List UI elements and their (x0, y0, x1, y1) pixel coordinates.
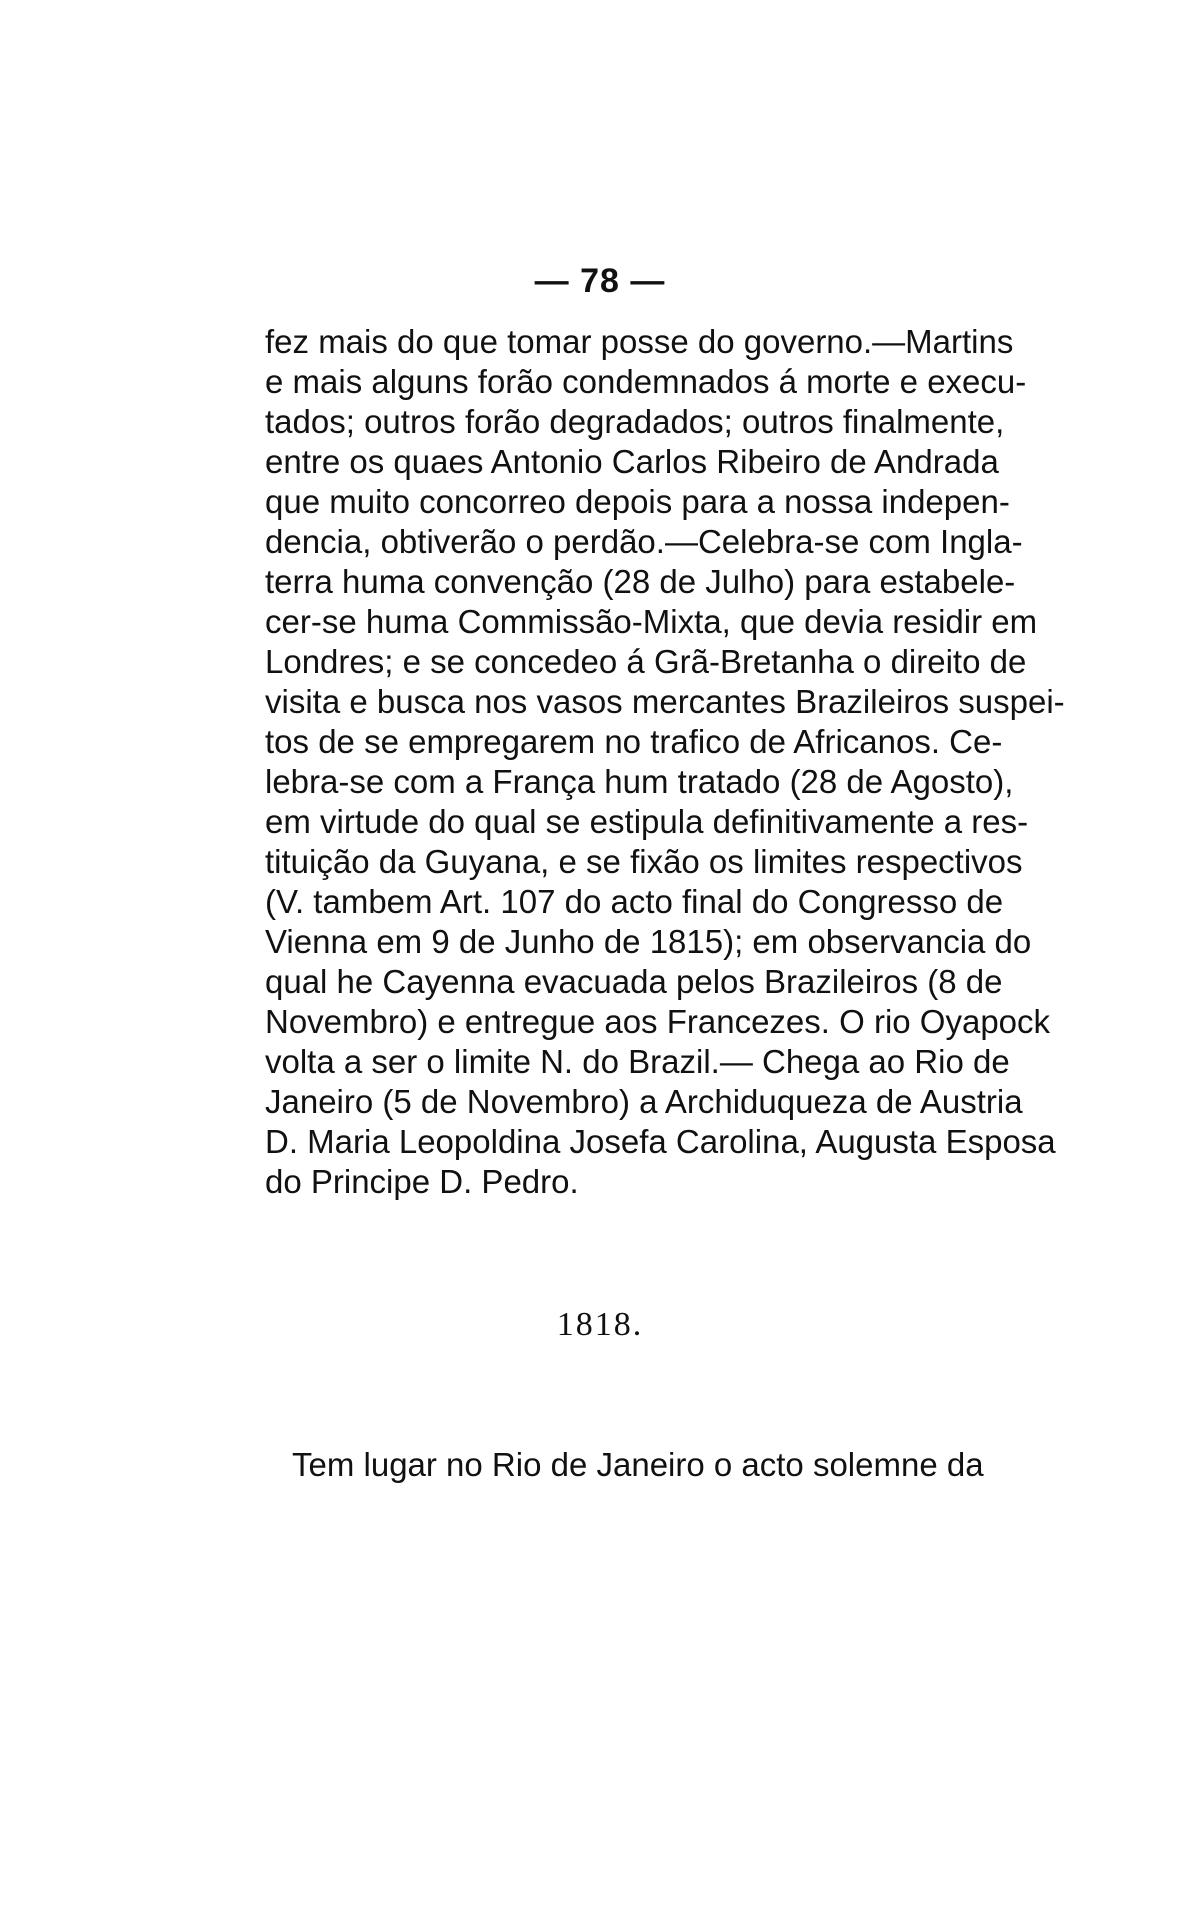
text-line: Janeiro (5 de Novembro) a Archiduqueza de Austria (265, 1083, 1023, 1120)
text-line: Londres; e se concedeo á Grã-Bretanha o direito de (265, 643, 1027, 680)
text-line: e mais alguns forão condemnados á morte e execu- (265, 363, 1027, 400)
text-line: visita e busca nos vasos mercantes Brazileiros suspei- (265, 683, 1065, 720)
text-line: qual he Cayenna evacuada pelos Brazileiros (8 de (265, 963, 1003, 1000)
text-line: cer-se huma Commissão-Mixta, que devia residir em (265, 603, 1038, 640)
text-line: volta a ser o limite N. do Brazil.— Chega ao Rio de (265, 1043, 1010, 1080)
text-line: tados; outros forão degradados; outros finalmente, (265, 403, 1005, 440)
text-line: tituição da Guyana, e se fixão os limites respectivos (265, 843, 1023, 880)
text-line: tos de se empregarem no trafico de Africanos. Ce- (265, 723, 1003, 760)
text-line: fez mais do que tomar posse do governo.—Martins (265, 323, 1014, 360)
text-line: Novembro) e entregue aos Francezes. O rio Oyapock (265, 1003, 1051, 1040)
paragraph-2 (292, 1445, 984, 1485)
text-line: entre os quaes Antonio Carlos Ribeiro de Andrada (265, 443, 999, 480)
text-line: D. Maria Leopoldina Josefa Carolina, Augusta Esposa (265, 1123, 1056, 1160)
page-number: — 78 — (534, 262, 666, 300)
year-heading: 1818. (556, 1306, 644, 1343)
text-line: em virtude do qual se estipula definitivamente a res- (265, 803, 1029, 840)
paragraph-1 (265, 322, 1065, 1202)
text-line: (V. tambem Art. 107 do acto final do Congresso de (265, 883, 1004, 920)
text-line: lebra-se com a França hum tratado (28 de Agosto), (265, 763, 1014, 800)
text-line: Tem lugar no Rio de Janeiro o acto solemne da (292, 1446, 984, 1483)
text-line: que muito concorreo depois para a nossa indepen- (265, 483, 1010, 520)
text-line: Vienna em 9 de Junho de 1815); em observancia do (265, 923, 1032, 960)
text-line: dencia, obtiverão o perdão.—Celebra-se com Ingla- (265, 523, 1023, 560)
text-line: do Principe D. Pedro. (265, 1163, 579, 1200)
text-line: terra huma convenção (28 de Julho) para estabele- (265, 563, 1016, 600)
